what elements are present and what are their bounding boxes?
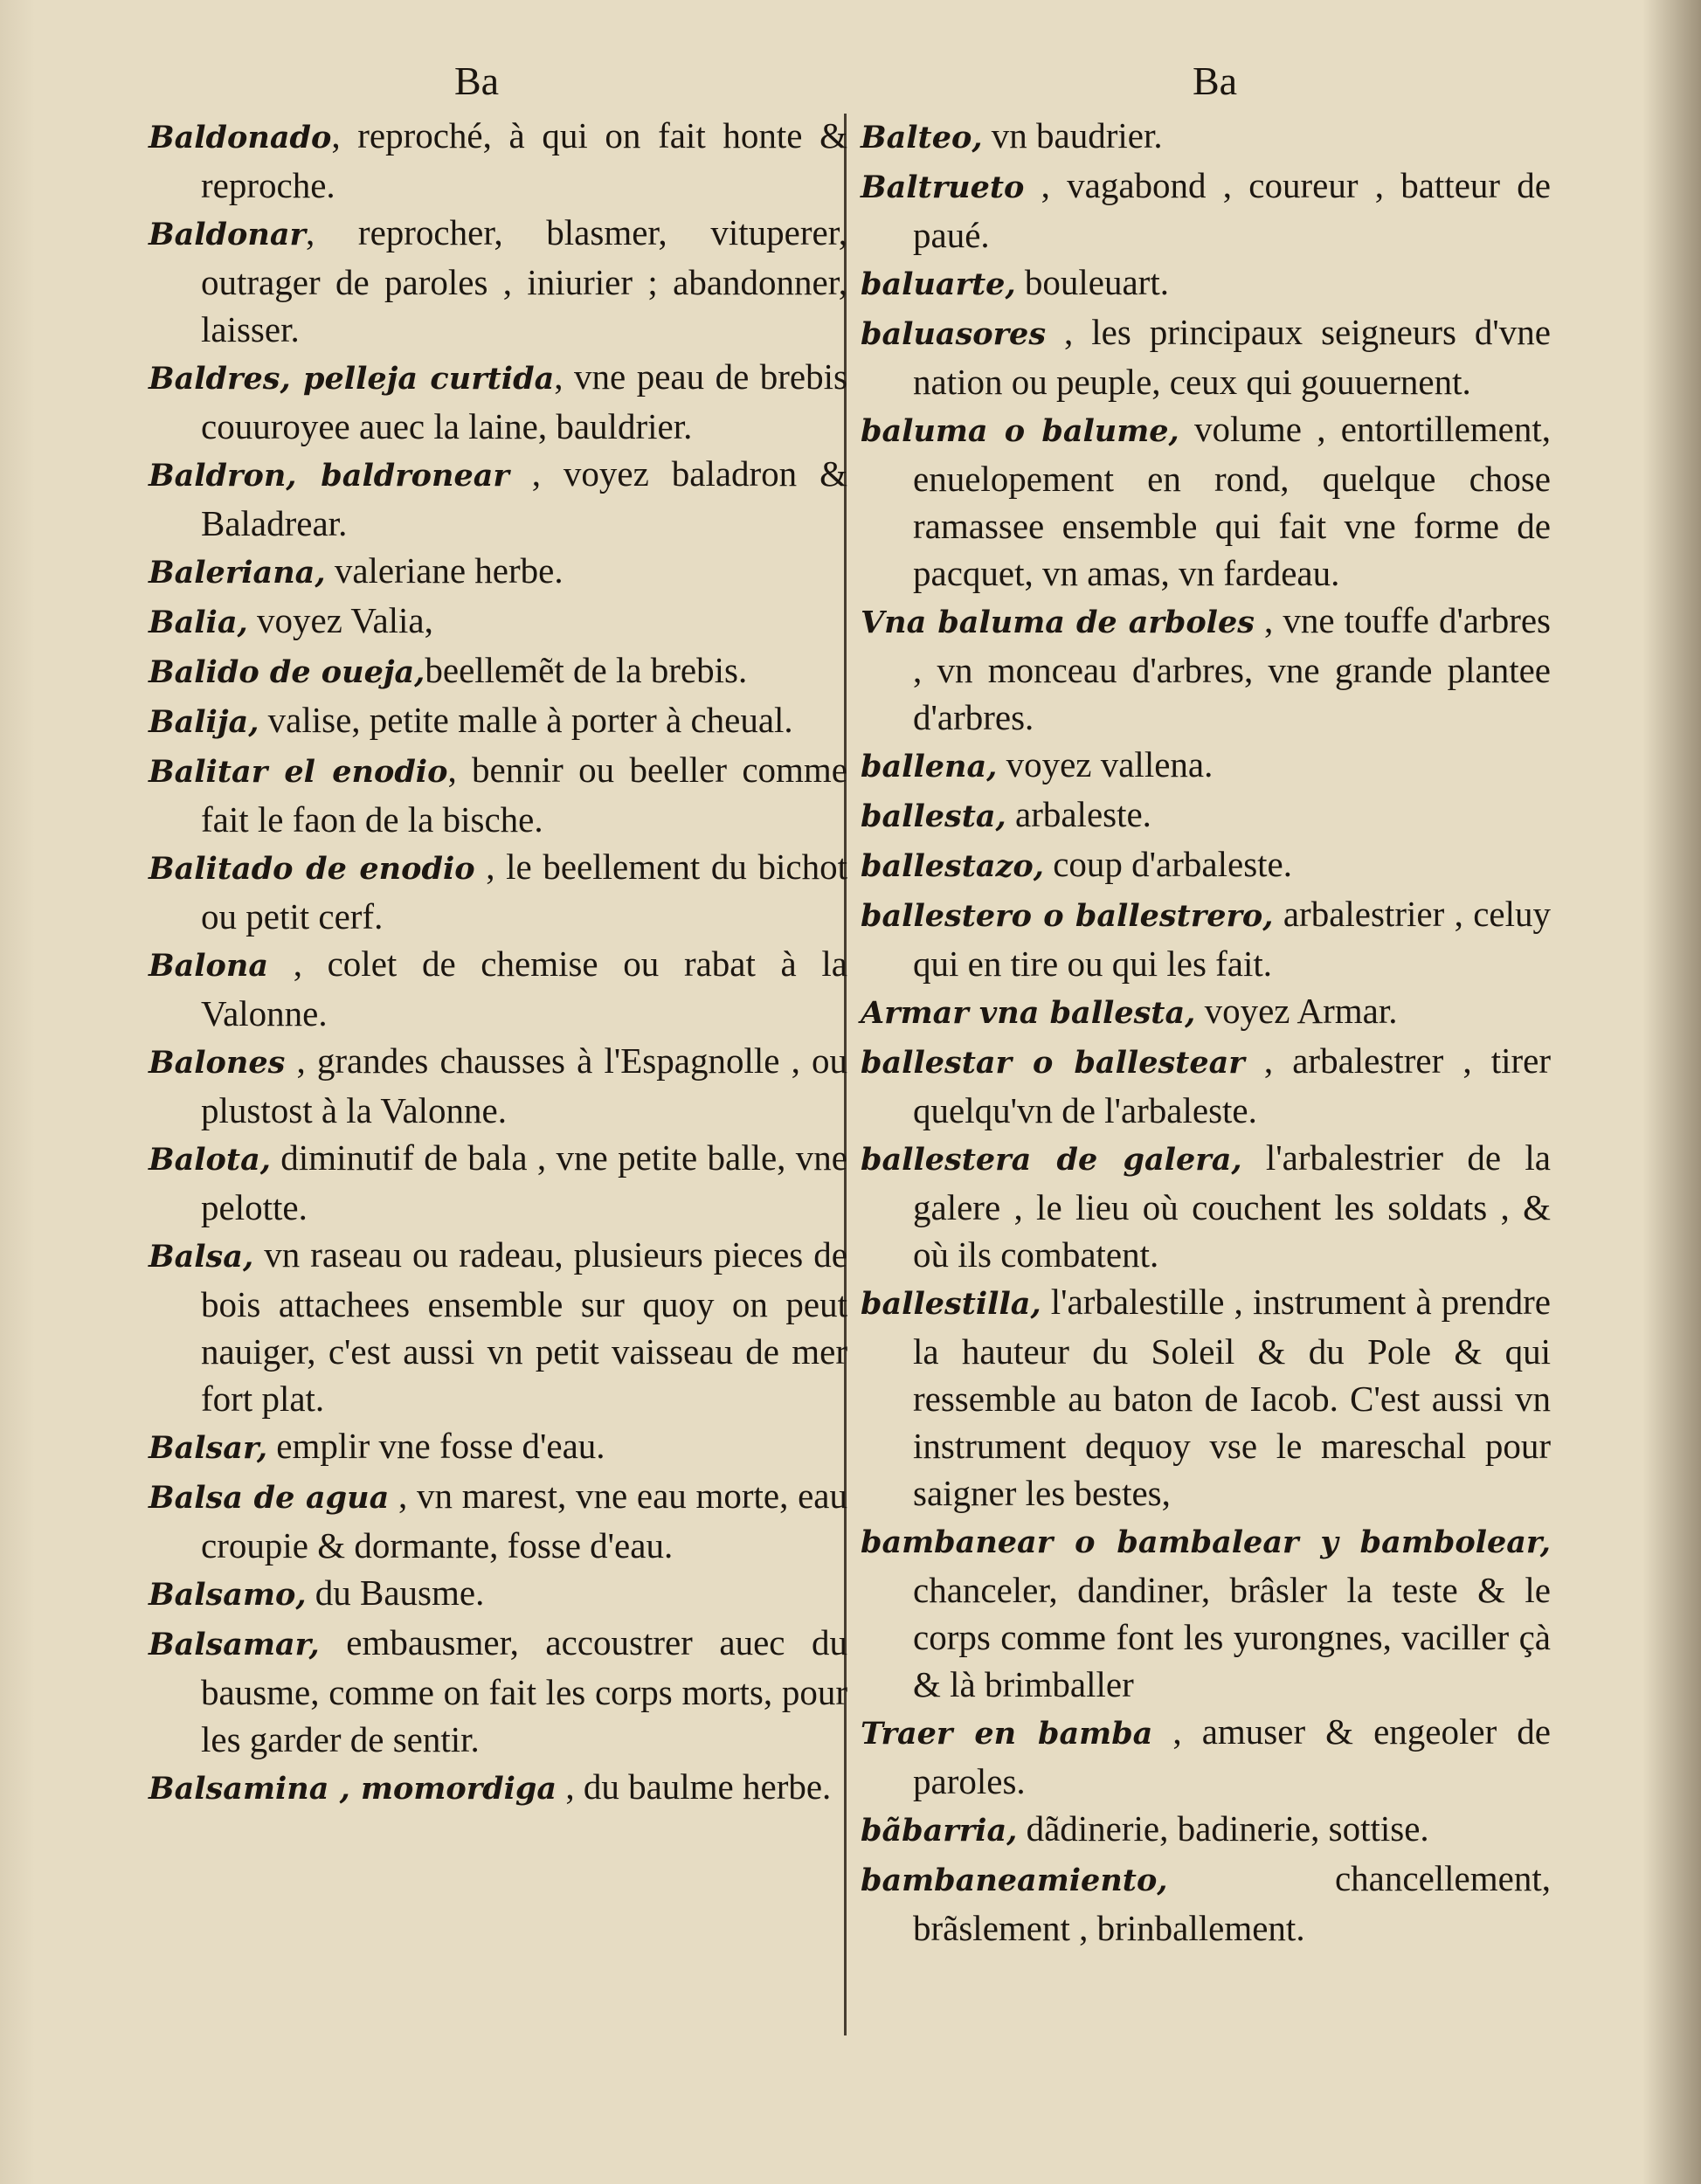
- entry-headword: Balitar el enodio: [149, 754, 448, 790]
- dictionary-entry: [149, 940, 847, 1037]
- entry-definition: , vne peau de brebis couuroyee auec la laine, bauldrier.: [201, 356, 847, 446]
- dictionary-entry: [861, 1278, 1551, 1517]
- entry-headword: ballesta,: [861, 798, 1006, 834]
- entry-definition: , les principaux seigneurs d'vne nation ou peuple, ceux qui gouuernent.: [913, 312, 1551, 402]
- entry-headword: bãbarria,: [861, 1813, 1018, 1849]
- entry-headword: ballena,: [861, 749, 998, 784]
- dictionary-entry: [149, 746, 847, 843]
- dictionary-entry: [149, 112, 847, 209]
- right-running-header: Ba: [1193, 59, 1238, 103]
- entry-headword: Baldron, baldronear: [149, 458, 509, 494]
- dictionary-entry: [149, 450, 847, 547]
- entry-headword: Traer en bamba: [861, 1716, 1153, 1752]
- entry-headword: Baldonar: [149, 217, 306, 252]
- entry-definition: du Bausme.: [306, 1572, 485, 1613]
- entry-headword: Balido de oueja,: [149, 654, 425, 690]
- entry-headword: Balteo,: [861, 120, 983, 156]
- dictionary-entry: [149, 1037, 847, 1134]
- running-headers: [0, 58, 1701, 119]
- entry-headword: ballestazo,: [861, 848, 1044, 884]
- entry-headword: Baldres, pelleja curtida: [149, 361, 555, 397]
- entry-headword: Balota,: [149, 1142, 271, 1178]
- dictionary-entry: [861, 1037, 1551, 1134]
- dictionary-entry: [149, 1763, 847, 1813]
- entry-definition: l'arbalestille , instrument à prendre la hauteur du Soleil & du Pole & qui ressemble au baton de Iacob. C'est aussi vn instrument dequoy vse le mareschal pour saigner les bestes,: [913, 1282, 1551, 1513]
- entry-definition: arbaleste.: [1006, 794, 1151, 834]
- entry-headword: Balones: [149, 1045, 286, 1081]
- entry-definition: , le beellement du bichot ou petit cerf.: [201, 847, 847, 936]
- entry-definition: l'arbalestrier de la galere , le lieu où couchent les soldats , & où ils combatent.: [913, 1137, 1551, 1275]
- dictionary-entry: [149, 1134, 847, 1231]
- entry-headword: Balsa,: [149, 1239, 254, 1275]
- entry-headword: Baltrueto: [861, 169, 1025, 205]
- entry-headword: Vna baluma de arboles: [861, 605, 1255, 640]
- entry-definition: arbalestrier , celuy qui en tire ou qui les fait.: [913, 894, 1552, 984]
- dictionary-entry: [861, 405, 1551, 597]
- dictionary-entry: [861, 112, 1551, 162]
- dictionary-entry: [149, 353, 847, 450]
- entry-headword: ballestera de galera,: [861, 1142, 1242, 1178]
- entry-headword: Balsamar,: [149, 1627, 320, 1662]
- entry-headword: ballestero o ballestrero,: [861, 898, 1274, 934]
- dictionary-entry: [861, 1805, 1551, 1855]
- dictionary-entry: [861, 741, 1551, 791]
- entry-definition: , voyez baladron & Baladrear.: [201, 453, 847, 543]
- dictionary-entry: [149, 843, 847, 940]
- right-column: [861, 112, 1551, 1952]
- entry-headword: Balsamina , momordiga: [149, 1771, 557, 1807]
- entry-definition: , du baulme herbe.: [557, 1766, 832, 1807]
- entry-headword: Baldonado: [149, 120, 332, 156]
- dictionary-entry: [861, 259, 1551, 308]
- entry-definition: volume , entortillement, enuelopement en rond, quelque chose ramassee ensemble qui fait vne forme de pacquet, vn amas, vn fardeau.: [913, 409, 1551, 593]
- dictionary-entry: [149, 1422, 847, 1472]
- entry-definition: coup d'arbaleste.: [1043, 844, 1292, 884]
- dictionary-entry: [149, 696, 847, 746]
- entry-definition: , vne touffe d'arbres , vn monceau d'arbres, vne grande plantee d'arbres.: [913, 600, 1552, 737]
- entry-headword: baluarte,: [861, 266, 1016, 302]
- entry-definition: voyez vallena.: [997, 744, 1214, 784]
- entry-definition: , colet de chemise ou rabat à la Valonne.: [201, 943, 847, 1033]
- entry-headword: Baleriana,: [149, 555, 326, 591]
- entry-headword: baluasores: [861, 316, 1047, 352]
- dictionary-entry: [149, 1231, 847, 1422]
- entry-definition: valeriane herbe.: [325, 550, 564, 591]
- entry-definition: chancellement, brãslement , brinballement.: [913, 1858, 1551, 1948]
- dictionary-entry: [861, 987, 1551, 1037]
- entry-headword: Balitado de enodio: [149, 851, 475, 887]
- entry-definition: chanceler, dandiner, brâsler la teste & le corps comme font les yurongnes, vaciller çà & là brimballer: [913, 1570, 1551, 1704]
- left-column: [149, 112, 847, 1813]
- dictionary-entry: [861, 162, 1551, 259]
- entry-definition: embausmer, accoustrer auec du bausme, comme on fait les corps morts, pour les garder de sentir.: [201, 1622, 847, 1759]
- entry-definition: valise, petite malle à porter à cheual.: [259, 700, 793, 740]
- entry-definition: , vagabond , coureur , batteur de paué.: [913, 165, 1551, 255]
- entry-headword: Armar vna ballesta,: [861, 995, 1196, 1031]
- entry-headword: Balija,: [149, 704, 259, 740]
- entry-definition: bouleuart.: [1015, 262, 1169, 302]
- entry-definition: vn raseau ou radeau, plusieurs pieces de bois attachees ensemble sur quoy on peut nauiger, c'est aussi vn petit vaisseau de mer fort plat.: [201, 1234, 847, 1419]
- dictionary-entry: [149, 1619, 847, 1763]
- entry-definition: beellemẽt de la brebis.: [425, 650, 748, 690]
- entry-headword: Balia,: [149, 605, 248, 640]
- entry-definition: , grandes chausses à l'Espagnolle , ou plustost à la Valonne.: [201, 1040, 847, 1130]
- entry-headword: Balsa de agua: [149, 1480, 390, 1516]
- entry-headword: baluma o balume,: [861, 413, 1179, 449]
- dictionary-entry: [149, 646, 847, 696]
- entry-definition: , bennir ou beeller comme fait le faon de la bische.: [201, 750, 848, 840]
- entry-definition: , vn marest, vne eau morte, eau croupie & dormante, fosse d'eau.: [201, 1476, 847, 1565]
- dictionary-entry: [149, 547, 847, 597]
- entry-headword: Balsamo,: [149, 1577, 307, 1613]
- left-running-header: Ba: [454, 59, 500, 103]
- entry-headword: Balona: [149, 948, 269, 984]
- entry-headword: Balsar,: [149, 1430, 268, 1466]
- entry-definition: voyez Armar.: [1195, 991, 1398, 1031]
- entry-headword: ballestar o ballestear: [861, 1045, 1245, 1081]
- entry-headword: ballestilla,: [861, 1286, 1041, 1322]
- dictionary-entry: [149, 1472, 847, 1569]
- entry-definition: , reproché, à qui on fait honte & reproche.: [201, 115, 847, 205]
- entry-definition: , reprocher, blasmer, vituperer, outrager de paroles , iniurier ; abandonner, laisser.: [201, 212, 847, 349]
- entry-headword: bambanear o bambalear y bambolear,: [861, 1524, 1551, 1560]
- entry-headword: bambaneamiento,: [861, 1863, 1168, 1898]
- dictionary-entry: [861, 597, 1551, 741]
- dictionary-entry: [149, 597, 847, 646]
- entry-definition: , amuser & engeoler de paroles.: [913, 1711, 1551, 1801]
- dictionary-entry: [149, 1569, 847, 1619]
- dictionary-entry: [861, 1517, 1551, 1708]
- dictionary-entry: [861, 791, 1551, 840]
- dictionary-entry: [861, 1708, 1551, 1805]
- dictionary-entry: [861, 1855, 1551, 1952]
- entry-definition: vn baudrier.: [982, 115, 1163, 156]
- entry-definition: dãdinerie, badinerie, sottise.: [1017, 1808, 1429, 1849]
- entry-definition: , arbalestrer , tirer quelqu'vn de l'arbaleste.: [913, 1040, 1551, 1130]
- dictionary-entry: [861, 1134, 1551, 1278]
- dictionary-entry: [861, 840, 1551, 890]
- dictionary-entry: [149, 209, 847, 353]
- entry-definition: emplir vne fosse d'eau.: [267, 1426, 605, 1466]
- entry-definition: diminutif de bala , vne petite balle, vne pelotte.: [201, 1137, 847, 1227]
- entry-definition: voyez Valia,: [247, 600, 433, 640]
- dictionary-entry: [861, 308, 1551, 405]
- dictionary-entry: [861, 890, 1551, 987]
